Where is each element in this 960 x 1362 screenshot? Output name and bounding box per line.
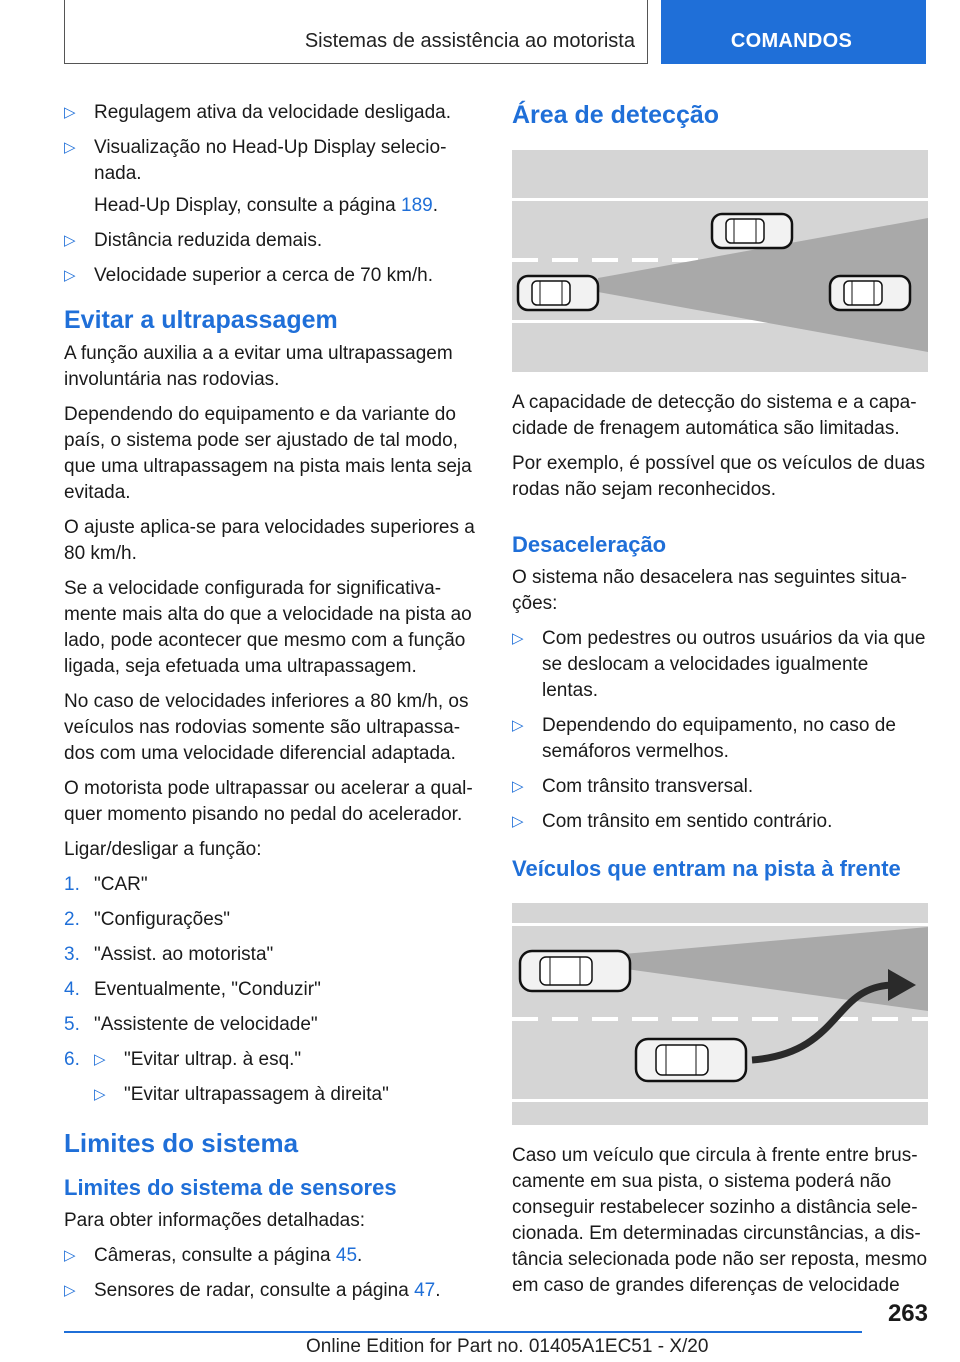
triangle-right-icon: ▷ xyxy=(64,104,76,121)
triangle-right-icon: ▷ xyxy=(64,1282,76,1299)
triangle-right-icon: ▷ xyxy=(64,139,76,156)
paragraph: Se a velocidade configurada for significativamente mais alta do que a velocidade na pista ao lado, pode acontecer que mesmo com a função ligada, seja efetuada uma ultrapassagem. xyxy=(64,578,472,677)
header-chapter-tab xyxy=(661,0,926,64)
detection-area-illustration xyxy=(512,150,928,372)
paragraph: O sistema não desacelera nas seguintes situações: xyxy=(512,567,907,614)
step-number: 3. xyxy=(64,944,80,965)
triangle-right-icon: ▷ xyxy=(64,267,76,284)
car-icon xyxy=(520,951,630,991)
list-item: ▷ Velocidade superior a cerca de 70 km/h. xyxy=(64,263,476,289)
cut-in-illustration xyxy=(512,903,928,1125)
page-link-45[interactable]: 45 xyxy=(335,1245,358,1266)
triangle-right-icon: ▷ xyxy=(512,813,524,830)
paragraph: A capacidade de detecção do sistema e a capacidade de frenagem automática são limitadas. xyxy=(512,392,917,439)
page-link-47[interactable]: 47 xyxy=(414,1280,436,1301)
hud-page-reference: Head-Up Display, consulte a página 189. xyxy=(94,195,438,216)
triangle-right-icon: ▷ xyxy=(64,232,76,249)
section-heading-area: Área de detecção xyxy=(512,101,720,129)
step-number: 4. xyxy=(64,979,80,1000)
list-item: ▷ Dependendo do equipamento, no caso de semáforos vermelhos. xyxy=(512,715,896,762)
triangle-right-icon: ▷ xyxy=(512,717,524,734)
paragraph: Caso um veículo que circula à frente entre bruscamente em sua pista, o sistema poderá não conseguir restabelecer sozinho a distância selecionada. Em determinadas circunstâncias, a distância selecionada pode não ser reposta, mesmo em caso de grandes diferenças de velocidade xyxy=(512,1145,928,1296)
step-number: 1. xyxy=(64,874,80,895)
paragraph: No caso de velocidades inferiores a 80 km/h, os veículos nas rodovias somente são ultrapassados com uma velocidade diferencial adaptada. xyxy=(64,691,469,764)
step-number: 2. xyxy=(64,909,80,930)
list-item: ▷ Com trânsito transversal. xyxy=(512,774,928,800)
left-column xyxy=(64,100,476,1313)
step-item: 1. "CAR" xyxy=(64,872,476,898)
subsection-heading-desaceleracao: Desaceleração xyxy=(512,532,667,557)
paragraph: Dependendo do equipamento e da variante do país, o sistema pode ser ajustado de tal modo, que uma ultrapassagem na pista mais lenta seja evitada. xyxy=(64,404,472,503)
car-icon xyxy=(712,214,792,248)
header-section-box xyxy=(64,0,648,64)
page-number: 263 xyxy=(887,1300,928,1327)
step-item: 6. ▷ "Evitar ultrap. à esq." xyxy=(64,1047,476,1073)
list-item: ▷ Distância reduzida demais. xyxy=(64,228,476,254)
footer-divider xyxy=(64,1331,862,1333)
triangle-right-icon: ▷ xyxy=(512,630,524,647)
list-item: ▷ Regulagem ativa da velocidade desligada. xyxy=(64,100,476,126)
section-heading-evitar: Evitar a ultrapassagem xyxy=(64,306,338,334)
step-sub-item: ▷ "Evitar ultrapassagem à direita" xyxy=(64,1082,476,1108)
paragraph: O motorista pode ultrapassar ou acelerar a qualquer momento pisando no pedal do acelerador. xyxy=(64,778,473,825)
triangle-right-icon: ▷ xyxy=(94,1051,106,1068)
subsection-heading-veiculos: Veículos que entram na pista à frente xyxy=(512,856,901,881)
step-item: 2. "Configurações" xyxy=(64,907,476,933)
footer-edition: Online Edition for Part no. 01405A1EC51 - X/20 xyxy=(306,1336,709,1357)
paragraph: Ligar/desligar a função: xyxy=(64,839,262,860)
page-link-189[interactable]: 189 xyxy=(401,195,433,216)
subsection-heading-sensores: Limites do sistema de sensores xyxy=(64,1175,397,1200)
page-header xyxy=(64,0,926,66)
paragraph: Por exemplo, é possível que os veículos de duas rodas não sejam reconhecidos. xyxy=(512,453,925,500)
right-column xyxy=(512,100,928,1308)
car-icon xyxy=(830,276,910,310)
paragraph: O ajuste aplica-se para velocidades superiores a 80 km/h. xyxy=(64,517,475,564)
triangle-right-icon: ▷ xyxy=(94,1086,106,1103)
step-number: 6. xyxy=(64,1049,80,1070)
car-icon xyxy=(518,276,598,310)
triangle-right-icon: ▷ xyxy=(64,1247,76,1264)
header-chapter-title: COMANDOS xyxy=(730,30,853,52)
paragraph: A função auxilia a a evitar uma ultrapassagem involuntária nas rodovias. xyxy=(64,343,453,390)
step-item: 3. "Assist. ao motorista" xyxy=(64,942,476,968)
paragraph: Para obter informações detalhadas: xyxy=(64,1210,366,1231)
step-item: 4. Eventualmente, "Conduzir" xyxy=(64,977,476,1003)
list-item: ▷ Com trânsito em sentido contrário. xyxy=(512,809,928,835)
triangle-right-icon: ▷ xyxy=(512,778,524,795)
list-item: ▷ Com pedestres ou outros usuários da via que se deslocam a velocidades igualmente lentas. xyxy=(512,628,926,701)
list-item: ▷ Sensores de radar, consulte a página 47. xyxy=(64,1278,476,1304)
car-icon xyxy=(636,1039,746,1081)
step-item: 5. "Assistente de velocidade" xyxy=(64,1012,476,1038)
list-item: ▷ Visualização no Head-Up Display selecionada. Head-Up Display, consulte a página 189. xyxy=(64,135,476,219)
header-section-title: Sistemas de assistência ao motorista xyxy=(304,30,635,52)
step-number: 5. xyxy=(64,1014,80,1035)
section-heading-limites: Limites do sistema xyxy=(64,1128,299,1158)
list-item: ▷ Câmeras, consulte a página 45. xyxy=(64,1243,476,1269)
